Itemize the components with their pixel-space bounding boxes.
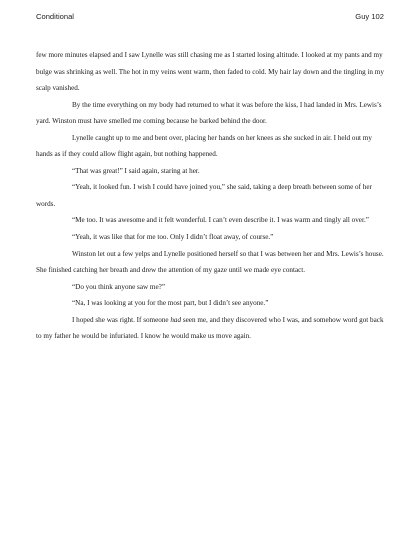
page-number: Guy 102 xyxy=(355,12,384,21)
paragraph-8: Winston let out a few yelps and Lynelle positioned herself so that I was between her and Mrs. Lewis’s house. She finished catching her breath and drew the attention of my gaze until we made eye contact. xyxy=(36,249,384,275)
page-header xyxy=(36,12,384,24)
paragraph-4: “That was great!” I said again, staring at her. xyxy=(72,166,200,175)
paragraph-11-start: I hoped she was right. If someone xyxy=(72,315,171,324)
paragraph-6: “Me too. It was awesome and it felt wonderful. I can’t even describe it. I was warm and tingly all over.” xyxy=(72,216,369,225)
paragraph-2: By the time everything on my body had returned to what it was before the kiss, I had landed in Mrs. Lewis’s yard. Winston must have smelled me coming because he barked behind the door. xyxy=(36,100,382,126)
manuscript-body xyxy=(36,47,386,345)
paragraph-1: few more minutes elapsed and I saw Lynelle was still chasing me as I started losing altitude. I looked at my pants and my bulge was shrinking as well. The hot in my veins went warm, then faded to cold. My hair lay down and the tingling in my scalp vanished. xyxy=(36,51,384,93)
paragraph-9: “Do you think anyone saw me?” xyxy=(72,282,165,291)
paragraph-11-emphasis: had xyxy=(170,315,182,324)
paragraph-11-end: seen me, and they discovered who I was, and somehow word got back to my father he would be infuriated. I know he would make us move again. xyxy=(36,315,384,341)
paragraph-5: “Yeah, it looked fun. I wish I could have joined you,” she said, taking a deep breath between some of her words. xyxy=(36,183,372,208)
paragraph-7: “Yeah, it was like that for me too. Only I didn’t float away, of course.” xyxy=(72,233,274,242)
running-title: Conditional xyxy=(36,12,74,21)
paragraph-11 xyxy=(36,312,386,345)
paragraph-10: “Na, I was looking at you for the most part, but I didn’t see anyone.” xyxy=(72,299,269,308)
paragraph-3: Lynelle caught up to me and bent over, placing her hands on her knees as she sucked in air. I held out my hands as if they could allow flight again, but nothing happened. xyxy=(36,133,372,159)
